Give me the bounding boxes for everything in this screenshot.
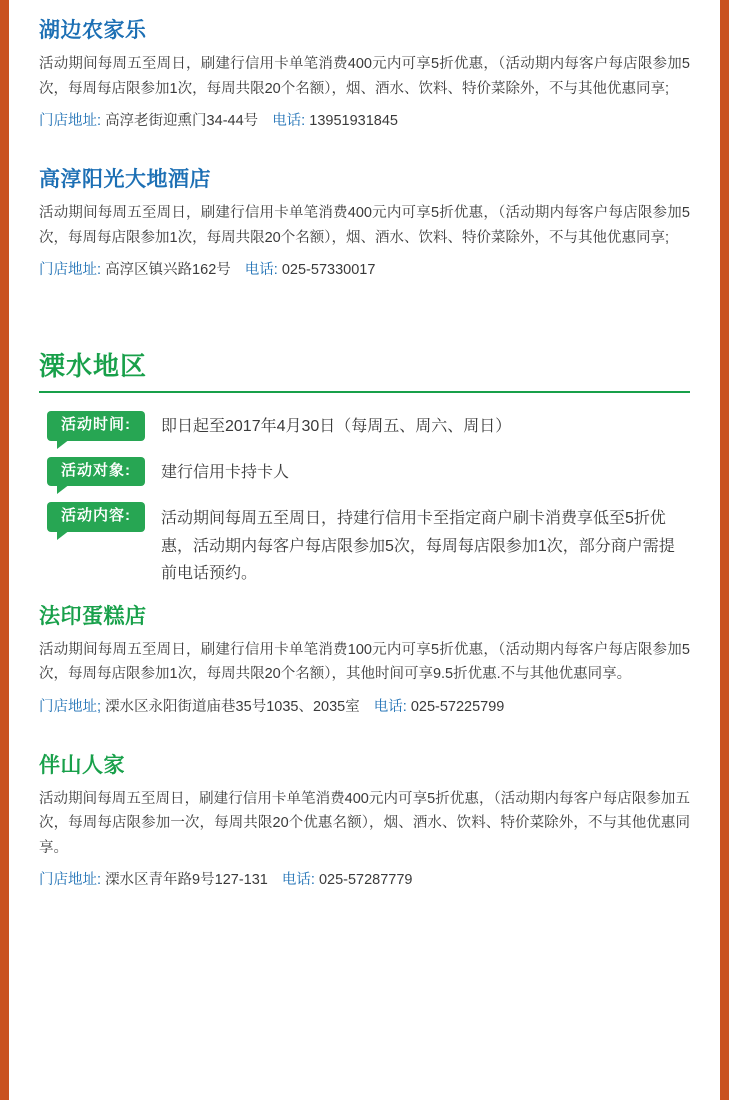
phone-label: 电话:: [244, 262, 278, 278]
info-tag-label: 活动对象:: [47, 457, 145, 487]
region-gap: [39, 286, 690, 328]
tag-callout: [47, 502, 145, 532]
tag-callout: [47, 457, 145, 487]
merchant-contact-line: [39, 110, 690, 133]
tag-pointer-icon: [57, 484, 70, 494]
merchant-entry: [39, 604, 690, 719]
info-tag-label: 活动时间:: [47, 411, 145, 441]
merchant-name: 湖边农家乐: [39, 19, 147, 42]
merchant-description: 活动期间每周五至周日，刷建行信用卡单笔消费100元内可享5折优惠，（活动期内每客户每店限参加5次，每周每店限参加1次，每周共限20个名额），其他时间可享9.5折优惠.不与其他优惠同享。: [39, 641, 690, 683]
address-value: 溧水区青年路9号127-131: [105, 872, 268, 889]
info-row: [39, 411, 690, 441]
section-gap: [39, 723, 690, 745]
merchant-contact-line: [39, 869, 690, 892]
address-label: 门店地址:: [39, 112, 102, 129]
address-label: 门店地址:: [39, 262, 102, 278]
region-divider: [39, 391, 690, 393]
region-header: [39, 346, 690, 393]
phone-label: 电话:: [281, 872, 315, 889]
region-title: 溧水地区: [39, 351, 148, 382]
info-row: [39, 502, 690, 588]
info-row-text: 活动期间每周五至周日，持建行信用卡至指定商户刷卡消费享低至5折优惠，活动期内每客户每店限参加5次，每周每店限参加1次，部分商户需提前电话预约。: [161, 510, 675, 583]
phone-value: 025-57287779: [318, 872, 413, 889]
merchant-entry: [39, 18, 690, 133]
merchant-description: 活动期间每周五至周日，刷建行信用卡单笔消费400元内可享5折优惠，（活动期内每客户每店限参加五次，每周每店限参加一次，每周共限20个优惠名额），烟、酒水、饮料、特价菜除外，不与其他优惠同享。: [39, 791, 690, 856]
tag-pointer-icon: [57, 439, 70, 449]
address-label: 门店地址;: [39, 698, 102, 715]
phone-label: 电话:: [272, 112, 306, 129]
address-value: 高淳老街迎熏门34-44号: [105, 112, 259, 129]
info-row: [39, 457, 690, 487]
info-tag-label: 活动内容:: [47, 502, 145, 532]
merchant-entry: [39, 753, 690, 892]
address-value: 溧水区永阳街道庙巷35号1035、2035室: [105, 698, 360, 715]
merchant-contact-line: [39, 696, 690, 719]
phone-value: 025-57225799: [410, 698, 505, 715]
merchant-description: 活动期间每周五至周日，刷建行信用卡单笔消费400元内可享5折优惠，（活动期内每客户每店限参加5次，每周每店限参加1次，每周共限20个名额），烟、酒水、饮料、特价菜除外，不与其他优惠同享;: [39, 56, 690, 97]
info-row-text: 建行信用卡持卡人: [161, 463, 290, 481]
page-content: [9, 0, 720, 1100]
merchant-description: 活动期间每周五至周日，刷建行信用卡单笔消费400元内可享5折优惠，（活动期内每客户每店限参加5次，每周每店限参加1次，每周共限20个名额），烟、酒水、饮料、特价菜除外，不与其他优惠同享;: [39, 205, 690, 246]
address-value: 高淳区镇兴路162号: [105, 262, 231, 278]
region-merchant-list: [39, 604, 690, 893]
merchant-name: 伴山人家: [39, 753, 125, 777]
phone-value: 13951931845: [309, 112, 398, 129]
info-row-text: 即日起至2017年4月30日（每周五、周六、周日）: [161, 418, 512, 436]
merchant-entry: [39, 167, 690, 282]
merchant-name: 法印蛋糕店: [39, 604, 147, 628]
left-orange-edge: [0, 0, 9, 1100]
tag-callout: [47, 411, 145, 441]
phone-value: 025-57330017: [281, 262, 376, 278]
address-label: 门店地址:: [39, 872, 102, 889]
phone-label: 电话:: [373, 698, 407, 715]
merchant-contact-line: [39, 259, 690, 282]
tag-pointer-icon: [57, 530, 70, 540]
right-orange-edge: [720, 0, 729, 1100]
section-gap: [39, 137, 690, 159]
merchant-name: 高淳阳光大地酒店: [39, 168, 211, 192]
